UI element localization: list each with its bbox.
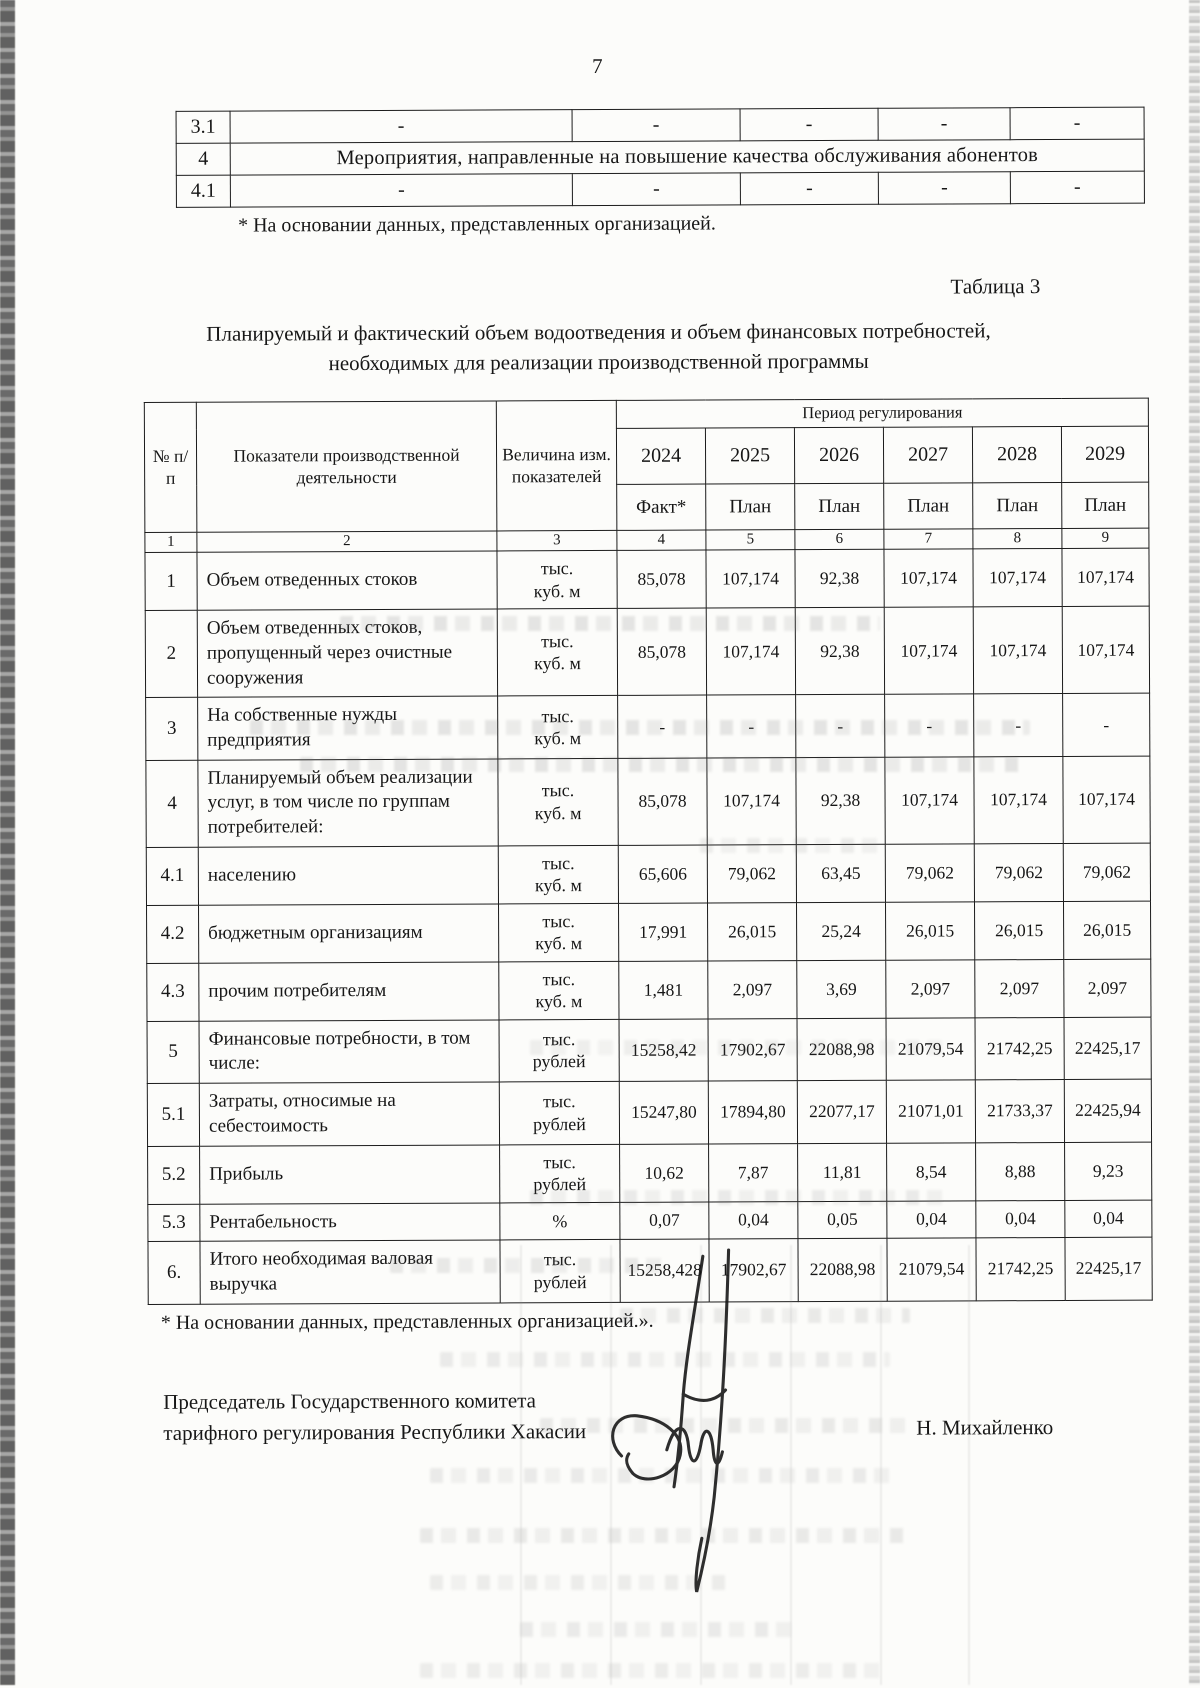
value-cell: 21071,01: [886, 1080, 975, 1143]
value-cell: 0,04: [887, 1200, 976, 1238]
unit-cell: тыс. рублей: [500, 1240, 620, 1303]
indicator-name-cell: Прибыль: [200, 1144, 500, 1203]
value-cell: 92,38: [795, 608, 884, 695]
value-cell: 26,015: [885, 902, 974, 960]
row-number-cell: 4.1: [146, 847, 198, 905]
column-number: 7: [884, 529, 973, 549]
table-row: [176, 139, 1144, 175]
table-row: [147, 959, 1151, 1021]
value-cell: 1,481: [619, 961, 708, 1019]
column-number: 5: [706, 530, 795, 550]
indicator-name-cell: На собственные нужды предприятия: [198, 696, 498, 760]
value-cell: -: [230, 174, 572, 207]
value-cell: 79,062: [707, 844, 796, 902]
value-cell: 17902,67: [708, 1018, 797, 1081]
value-cell: 15258,42: [619, 1019, 708, 1082]
unit-cell: тыс. куб. м: [497, 609, 617, 697]
unit-cell: тыс. куб. м: [499, 961, 619, 1020]
row-number-cell: 4: [176, 143, 230, 175]
unit-cell: %: [500, 1202, 620, 1240]
value-cell: 63,45: [796, 844, 885, 902]
value-cell: -: [1010, 107, 1144, 140]
value-cell: 15247,80: [619, 1081, 708, 1144]
row-number-cell: 6.: [148, 1241, 200, 1304]
ghost-smudge: [340, 616, 880, 631]
value-cell: 107,174: [884, 549, 973, 607]
value-cell: 11,81: [798, 1143, 887, 1201]
indicator-name-cell: населению: [198, 846, 498, 905]
value-cell: -: [740, 172, 878, 205]
year-header: 2024: [616, 428, 705, 484]
value-cell: -: [572, 109, 740, 142]
value-cell: 107,174: [974, 756, 1063, 843]
column-number: 3: [497, 531, 617, 552]
row-number-cell: 1: [145, 553, 197, 611]
value-cell: 107,174: [1062, 548, 1149, 606]
table-row: [147, 901, 1151, 963]
column-number: 2: [197, 531, 497, 552]
value-cell: 92,38: [796, 757, 885, 844]
value-cell: 9,23: [1065, 1142, 1152, 1200]
value-cell: 0,04: [709, 1201, 798, 1239]
scan-edge-right-artifact: [1189, 0, 1200, 1685]
production-table-header: [144, 398, 1149, 553]
column-number: 4: [617, 530, 706, 550]
fact-plan-header: План: [795, 483, 884, 530]
col-header-indicators: Показатели производственной деятельности: [196, 401, 497, 533]
value-cell: 17902,67: [709, 1239, 798, 1302]
indicator-name-cell: прочим потребителям: [199, 962, 499, 1021]
fact-plan-header: План: [1062, 482, 1149, 529]
col-header-num: № п/п: [144, 402, 197, 533]
header-row-top: [144, 398, 1148, 430]
row-number-cell: 4.2: [147, 905, 199, 963]
value-cell: 65,606: [618, 845, 707, 903]
value-cell: 107,174: [885, 757, 974, 844]
value-cell: -: [230, 110, 572, 143]
col-header-unit: Величина изм. показателей: [496, 400, 617, 531]
row-number-cell: 2: [145, 611, 197, 698]
value-cell: 8,88: [976, 1142, 1065, 1200]
value-cell: 107,174: [706, 608, 795, 695]
value-cell: 21079,54: [886, 1018, 975, 1081]
value-cell: -: [885, 694, 974, 757]
value-cell: 7,87: [709, 1143, 798, 1201]
ghost-table-line: [968, 1245, 970, 1685]
ghost-smudge: [530, 1190, 950, 1205]
unit-cell: тыс. куб. м: [497, 551, 617, 610]
value-cell: 21733,37: [975, 1080, 1064, 1143]
fact-plan-header: План: [884, 482, 973, 529]
unit-cell: тыс. рублей: [500, 1144, 620, 1203]
value-cell: 0,04: [976, 1200, 1065, 1238]
value-cell: 26,015: [974, 901, 1063, 959]
ghost-smudge: [420, 1663, 890, 1678]
table-row: [146, 843, 1150, 905]
column-number: 8: [973, 529, 1062, 549]
row-number-cell: 3: [146, 698, 198, 761]
table-row: [176, 171, 1144, 207]
production-program-table: [144, 397, 1153, 1304]
value-cell: 21742,25: [976, 1238, 1065, 1301]
row-number-cell: 5.3: [148, 1204, 200, 1242]
continuation-table-body: [176, 107, 1144, 207]
value-cell: -: [572, 173, 740, 206]
ghost-smudge: [300, 757, 1020, 772]
continuation-table: [176, 107, 1145, 208]
year-header: 2028: [972, 426, 1061, 482]
value-cell: 21742,25: [975, 1017, 1064, 1080]
value-cell: 107,174: [1063, 756, 1150, 843]
table-row: [176, 107, 1144, 143]
value-cell: 107,174: [707, 757, 796, 844]
footnote-continuation-table: * На основании данных, представленных организацией.: [237, 212, 716, 237]
row-number-cell: 3.1: [176, 111, 230, 143]
value-cell: 107,174: [1062, 606, 1149, 693]
ghost-smudge: [250, 720, 1030, 735]
unit-cell: тыс. рублей: [499, 1019, 619, 1082]
row-number-cell: 4: [146, 760, 198, 847]
value-cell: 85,078: [617, 550, 706, 608]
value-cell: 22425,17: [1064, 1017, 1151, 1080]
col-header-period: Период регулирования: [616, 398, 1148, 428]
row-number-cell: 5.2: [148, 1146, 200, 1204]
indicator-name-cell: Планируемый объем реализации услуг, в том числе по группам потребителей:: [198, 759, 498, 847]
value-cell: 79,062: [1063, 843, 1150, 901]
year-header: 2026: [794, 427, 883, 483]
signatory-position: Председатель Государственного комитета тарифного регулирования Республики Хакасии: [163, 1387, 587, 1445]
table-title: Планируемый и фактический объем водоотведения и объем финансовых потребностей, необходимых для реализации производственной программы: [206, 318, 991, 376]
row-number-cell: 5: [147, 1021, 199, 1084]
year-header: 2029: [1061, 426, 1148, 482]
value-cell: 8,54: [887, 1142, 976, 1200]
value-cell: -: [878, 108, 1010, 141]
indicator-name-cell: Объем отведенных стоков: [197, 551, 497, 610]
indicator-name-cell: Объем отведенных стоков, пропущенный через очистные сооружения: [197, 609, 497, 697]
value-cell: 17,991: [619, 903, 708, 961]
unit-cell: тыс. куб. м: [498, 758, 618, 846]
year-header: 2025: [705, 427, 794, 483]
row-number-cell: 4.3: [147, 963, 199, 1021]
value-cell: -: [878, 172, 1010, 205]
value-cell: 26,015: [707, 902, 796, 960]
indicator-name-cell: бюджетным организациям: [199, 904, 499, 963]
signatory-name: Н. Михайленко: [916, 1414, 1054, 1440]
value-cell: 0,07: [620, 1202, 709, 1240]
value-cell: 2,097: [975, 959, 1064, 1017]
indicator-name-cell: Итого необходимая валовая выручка: [200, 1240, 500, 1304]
value-cell: -: [1010, 171, 1144, 204]
table-label: Таблица 3: [950, 274, 1041, 299]
value-cell: -: [1063, 693, 1150, 756]
ghost-table-line: [880, 1245, 882, 1685]
value-cell: 0,05: [798, 1201, 887, 1239]
table-row: [145, 548, 1149, 610]
unit-cell: тыс. куб. м: [498, 845, 618, 904]
value-cell: 17894,80: [708, 1081, 797, 1144]
ghost-smudge: [700, 838, 880, 853]
value-cell: 15258,428: [620, 1239, 709, 1302]
ghost-smudge: [530, 1040, 950, 1055]
value-cell: 79,062: [974, 843, 1063, 901]
value-cell: 107,174: [973, 607, 1062, 694]
value-cell: 22077,17: [797, 1080, 886, 1143]
ghost-table-line: [790, 1245, 792, 1685]
value-cell: 22088,98: [798, 1238, 887, 1301]
value-cell: -: [707, 695, 796, 758]
merged-activity-cell: Мероприятия, направленные на повышение качества обслуживания абонентов: [230, 139, 1144, 175]
value-cell: 10,62: [620, 1144, 709, 1202]
value-cell: 2,097: [708, 960, 797, 1018]
unit-cell: тыс. куб. м: [498, 696, 618, 759]
value-cell: -: [740, 108, 878, 141]
indicator-name-cell: Рентабельность: [200, 1202, 500, 1241]
page-number: 7: [592, 53, 603, 79]
value-cell: 2,097: [1064, 959, 1151, 1017]
value-cell: 22425,17: [1065, 1237, 1152, 1300]
value-cell: -: [974, 694, 1063, 757]
unit-cell: тыс. рублей: [499, 1082, 619, 1145]
value-cell: 22425,94: [1064, 1079, 1151, 1142]
value-cell: 85,078: [618, 758, 707, 845]
column-number: 9: [1062, 528, 1149, 548]
value-cell: -: [796, 695, 885, 758]
value-cell: 85,078: [617, 608, 706, 695]
value-cell: 25,24: [796, 902, 885, 960]
unit-cell: тыс. куб. м: [499, 903, 619, 962]
scan-edge-left-artifact: [0, 0, 15, 1685]
value-cell: 26,015: [1063, 901, 1150, 959]
row-number-cell: 5.1: [147, 1083, 199, 1146]
value-cell: 107,174: [706, 550, 795, 608]
column-number: 6: [795, 530, 884, 550]
footnote-production-table: * На основании данных, представленных организацией.».: [160, 1309, 654, 1334]
value-cell: 107,174: [973, 549, 1062, 607]
value-cell: 107,174: [884, 607, 973, 694]
indicator-name-cell: Финансовые потребности, в том числе:: [199, 1020, 499, 1084]
row-number-cell: 4.1: [176, 175, 230, 207]
ghost-smudge: [520, 1622, 800, 1637]
table-row: [147, 1079, 1151, 1146]
value-cell: 92,38: [795, 550, 884, 608]
value-cell: 22088,98: [797, 1018, 886, 1081]
year-header: 2027: [883, 426, 972, 482]
value-cell: 3,69: [797, 960, 886, 1018]
column-number: 1: [145, 533, 197, 553]
value-cell: 2,097: [886, 960, 975, 1018]
value-cell: -: [618, 695, 707, 758]
ghost-table-line: [520, 1245, 522, 1685]
fact-plan-header: Факт*: [617, 484, 706, 531]
value-cell: 0,04: [1065, 1200, 1152, 1238]
value-cell: 79,062: [885, 844, 974, 902]
fact-plan-header: План: [706, 483, 795, 530]
indicator-name-cell: Затраты, относимые на себестоимость: [199, 1082, 499, 1146]
handwritten-signature: [598, 1248, 783, 1598]
table-row: [148, 1200, 1152, 1242]
value-cell: 21079,54: [887, 1238, 976, 1301]
fact-plan-header: План: [973, 482, 1062, 529]
